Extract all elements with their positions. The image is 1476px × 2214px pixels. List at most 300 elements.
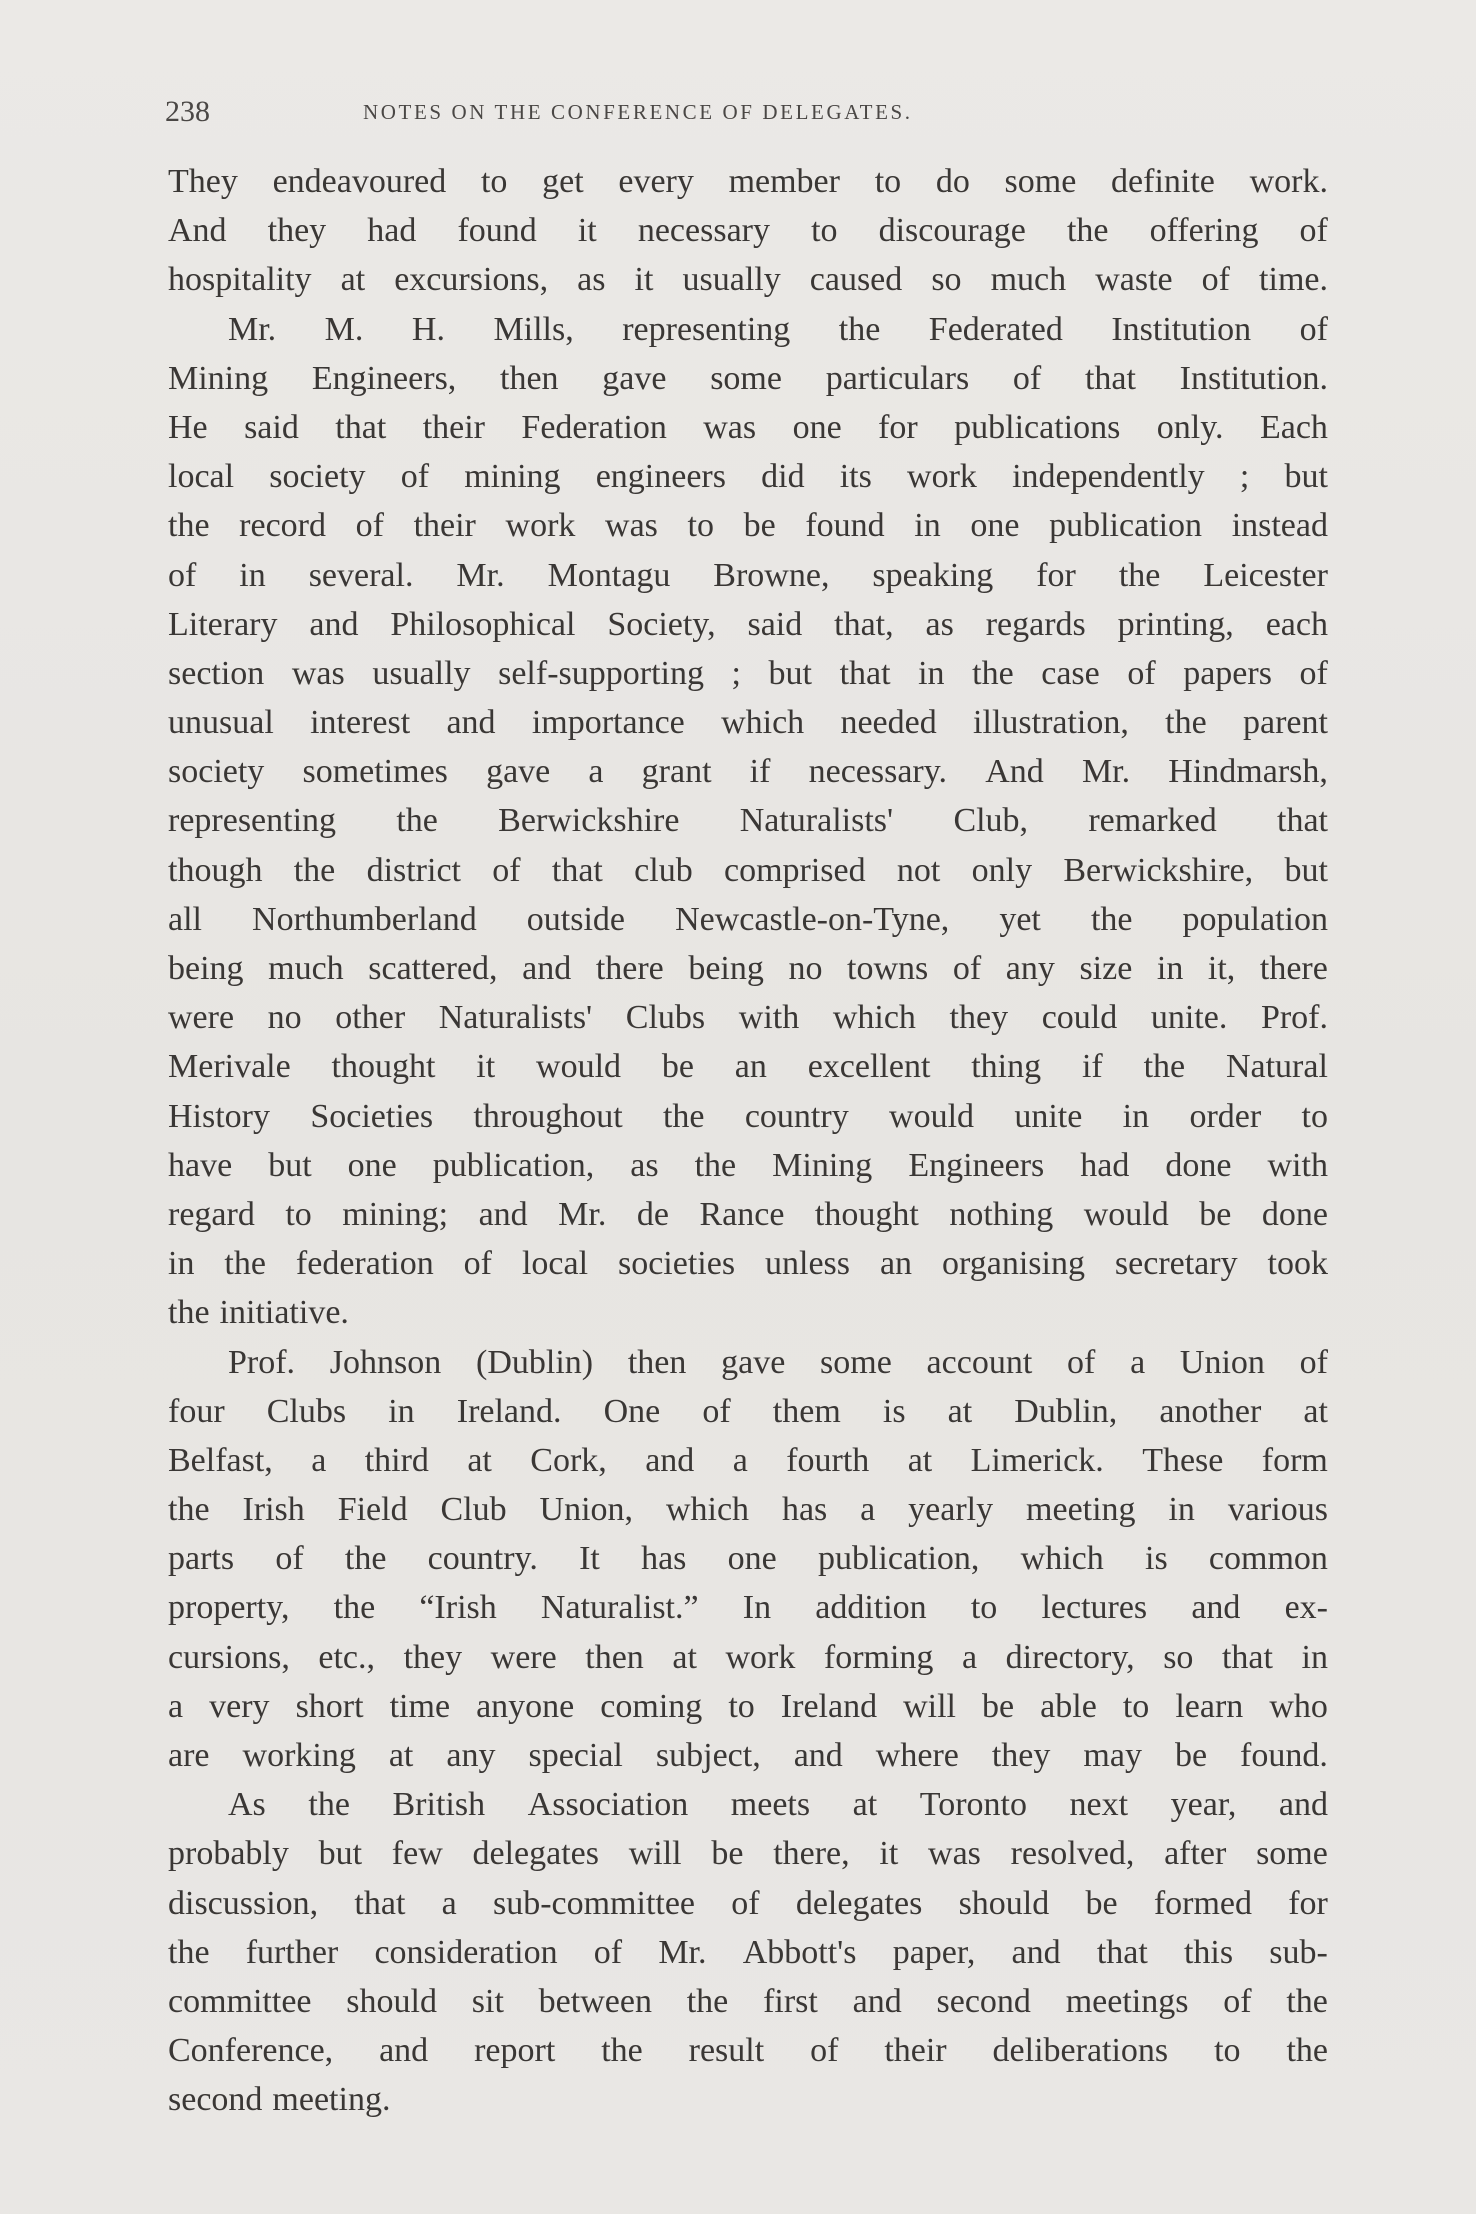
word: for <box>878 408 918 446</box>
word: there <box>1259 950 1328 987</box>
word: at <box>388 1737 414 1774</box>
word: Clubs <box>625 999 706 1037</box>
word: caused <box>809 261 903 299</box>
word: that <box>551 851 603 889</box>
word: the <box>308 1786 350 1824</box>
word: In <box>742 1589 772 1627</box>
word: only <box>971 851 1033 889</box>
word: it <box>476 1048 496 1086</box>
word: to <box>811 212 838 250</box>
word: Federation <box>521 408 667 446</box>
word: but <box>318 1835 363 1873</box>
word: with <box>738 999 800 1037</box>
word: meets <box>730 1786 811 1824</box>
word: to <box>874 163 902 200</box>
word: report <box>474 2032 556 2070</box>
word: British <box>392 1786 486 1824</box>
text-line <box>168 403 1328 452</box>
word: no <box>267 999 302 1037</box>
word: third <box>364 1441 429 1479</box>
word: illustration, <box>973 704 1129 742</box>
word: much <box>990 261 1067 299</box>
word: account <box>926 1343 1033 1381</box>
word: hospitality <box>168 261 312 299</box>
word: learn <box>1175 1687 1244 1725</box>
word: Literary <box>168 605 278 643</box>
word: each <box>1265 605 1328 643</box>
word: short <box>295 1687 364 1725</box>
word: formed <box>1153 1884 1252 1922</box>
word: further <box>245 1933 339 1971</box>
word: district <box>366 851 461 889</box>
word: in <box>1156 950 1184 987</box>
text-line <box>168 1977 1328 2026</box>
word: the <box>168 1933 210 1971</box>
word: Federated <box>928 310 1063 348</box>
word: result <box>688 2032 765 2070</box>
word: Ireland <box>780 1687 878 1725</box>
text-line <box>168 1534 1328 1583</box>
word: local <box>521 1245 589 1283</box>
word: M. <box>324 310 364 348</box>
word: Clubs <box>266 1392 347 1430</box>
word: was <box>291 654 345 692</box>
word: Conference, <box>168 2032 334 2070</box>
word: the <box>168 507 210 545</box>
word: a <box>961 1638 978 1676</box>
word: then <box>585 1638 644 1676</box>
word: be <box>743 507 776 545</box>
word: they <box>991 1737 1051 1774</box>
word: and <box>852 1982 902 2020</box>
word: they <box>267 212 327 250</box>
word: few <box>391 1835 443 1873</box>
word: lectures <box>1041 1589 1148 1627</box>
word: Club, <box>953 802 1029 840</box>
word: the <box>686 1982 729 2020</box>
word: Institution <box>1111 310 1252 348</box>
word: Societies <box>310 1097 434 1135</box>
word: their <box>884 2032 947 2070</box>
word: papers <box>1183 654 1272 692</box>
word: some <box>820 1343 892 1381</box>
word: interest <box>310 704 411 742</box>
word: of <box>1201 261 1230 299</box>
word: sub- <box>1269 1933 1328 1971</box>
text-line <box>168 1436 1328 1485</box>
word: the <box>1286 1982 1328 2020</box>
word: and <box>309 605 359 643</box>
word: they <box>949 999 1009 1037</box>
word: which <box>832 999 916 1037</box>
word: probably <box>168 1835 289 1873</box>
word: have <box>168 1146 233 1184</box>
word: unite. <box>1150 999 1228 1037</box>
word: Union <box>1179 1343 1265 1381</box>
word: were <box>168 999 235 1037</box>
word: that <box>1277 802 1328 840</box>
word: local <box>168 458 235 496</box>
text-line <box>168 846 1328 895</box>
word: a <box>441 1884 457 1922</box>
word: Engineers, <box>311 359 457 397</box>
word: They <box>168 163 238 200</box>
word: secretary <box>1114 1245 1238 1283</box>
word: their <box>413 507 476 545</box>
word: a <box>1130 1343 1146 1381</box>
word: but <box>268 1146 312 1184</box>
text-line <box>168 305 1328 354</box>
word: the <box>1165 704 1207 742</box>
word: the <box>838 310 881 348</box>
text-line <box>168 1879 1328 1928</box>
word: “Irish <box>419 1589 497 1627</box>
text-line <box>168 895 1328 944</box>
text-line <box>168 1633 1328 1682</box>
word: meeting. <box>272 2081 391 2119</box>
word: Berwickshire <box>498 802 680 840</box>
word: of <box>1127 654 1156 692</box>
word: Philosophical <box>390 605 576 643</box>
word: Belfast, <box>168 1441 273 1479</box>
word: usually <box>682 261 781 299</box>
word: it <box>577 212 597 250</box>
word: in <box>388 1392 415 1430</box>
word: there <box>595 950 664 987</box>
word: deliberations <box>992 2032 1169 2070</box>
word: societies <box>617 1245 736 1283</box>
word: though <box>168 851 263 889</box>
word: at <box>672 1638 697 1676</box>
text-line <box>168 1190 1328 1239</box>
word: to <box>480 163 508 200</box>
word: if <box>1081 1048 1103 1086</box>
word: would <box>1083 1195 1169 1233</box>
word: speaking <box>872 556 994 594</box>
word: order <box>1189 1097 1262 1135</box>
word: to <box>970 1589 998 1627</box>
word: any <box>1005 950 1055 987</box>
word: He <box>168 408 208 446</box>
word: and <box>379 2032 429 2070</box>
word: at <box>1303 1392 1328 1430</box>
word: work <box>725 1638 796 1676</box>
word: at <box>852 1786 878 1824</box>
word: parent <box>1243 704 1328 742</box>
word: meetings <box>1065 1982 1189 2020</box>
word: four <box>168 1392 225 1430</box>
word: various <box>1227 1491 1328 1529</box>
word: sub-committee <box>492 1884 696 1922</box>
word: be <box>1199 1195 1232 1233</box>
word: As <box>228 1786 266 1824</box>
word: of <box>168 556 197 594</box>
word: which <box>1020 1540 1104 1578</box>
word: was <box>605 507 658 545</box>
word: federation <box>295 1245 434 1283</box>
word: any <box>446 1737 496 1774</box>
word: It <box>579 1540 600 1578</box>
word: some <box>1004 163 1077 200</box>
word: that, <box>834 605 894 643</box>
word: has <box>641 1540 687 1578</box>
word: consideration <box>374 1933 558 1971</box>
word: Institution. <box>1179 359 1328 397</box>
word: representing <box>622 310 791 348</box>
word: a <box>311 1441 327 1479</box>
word: and <box>645 1441 695 1479</box>
word: cursions, <box>168 1638 290 1676</box>
word: ; <box>1239 458 1250 496</box>
word: Mr. <box>1081 753 1131 791</box>
word: thing <box>971 1048 1042 1086</box>
word: in <box>1301 1638 1328 1676</box>
word: one <box>727 1540 777 1578</box>
word: country <box>744 1097 849 1135</box>
word: to <box>1301 1097 1328 1135</box>
word: necessary. <box>808 753 948 791</box>
word: publication, <box>432 1146 595 1184</box>
word: in <box>1122 1097 1150 1135</box>
word: mining; <box>342 1195 449 1233</box>
word: in <box>1168 1491 1195 1529</box>
word: Society, <box>607 605 716 643</box>
word: that <box>839 654 891 692</box>
word: no <box>788 950 823 987</box>
word: instead <box>1231 507 1328 545</box>
paragraph <box>168 305 1328 1338</box>
word: And <box>168 212 227 250</box>
text-line <box>168 649 1328 698</box>
paragraph <box>168 157 1328 305</box>
word: get <box>542 163 584 200</box>
word: the <box>662 1097 705 1135</box>
word: would <box>536 1048 622 1086</box>
text-line <box>168 501 1328 550</box>
word: definite <box>1111 163 1215 200</box>
word: engineers <box>595 458 726 496</box>
word: of <box>463 1245 492 1283</box>
word: form <box>1261 1441 1328 1479</box>
word: comprised <box>723 851 866 889</box>
word: the <box>168 1294 210 1332</box>
word: done <box>1165 1146 1232 1184</box>
word: that <box>354 1884 406 1922</box>
word: Naturalist.” <box>540 1589 699 1627</box>
word: delegates <box>472 1835 599 1873</box>
word: member <box>728 163 840 200</box>
word: Mr. <box>558 1195 607 1233</box>
word: discourage <box>878 212 1026 250</box>
word: work <box>907 458 977 496</box>
word: throughout <box>473 1097 623 1135</box>
word: yearly <box>908 1491 994 1529</box>
word: of <box>1299 212 1328 250</box>
text-line <box>168 1731 1328 1780</box>
word: Hindmarsh, <box>1168 753 1328 791</box>
word: ; <box>731 654 741 692</box>
text-line <box>168 1682 1328 1731</box>
word: will <box>903 1687 957 1725</box>
word: should <box>346 1982 437 2020</box>
word: but <box>768 654 812 692</box>
word: the <box>972 654 1014 692</box>
word: society <box>168 753 265 791</box>
text-line <box>168 255 1328 304</box>
word: work. <box>1249 163 1328 200</box>
word: Toronto <box>919 1786 1027 1824</box>
word: in <box>914 507 941 545</box>
word: them <box>772 1392 841 1430</box>
word: who <box>1269 1687 1328 1725</box>
word: unusual <box>168 704 274 742</box>
word: Newcastle-on-Tyne, <box>675 900 950 938</box>
word: outside <box>526 900 626 938</box>
word: of <box>355 507 384 545</box>
word: to <box>1214 2032 1241 2070</box>
word: which <box>665 1491 750 1529</box>
word: be <box>711 1835 744 1873</box>
word: Union, <box>539 1491 634 1529</box>
word: which <box>721 704 805 742</box>
word: Each <box>1259 408 1328 446</box>
text-line <box>168 944 1328 993</box>
word: the <box>333 1589 376 1627</box>
word: One <box>603 1392 661 1430</box>
text-line <box>168 993 1328 1042</box>
word: had <box>367 212 417 250</box>
word: not <box>896 851 941 889</box>
word: thought <box>814 1195 919 1233</box>
word: a <box>588 753 604 791</box>
text-line <box>168 1928 1328 1977</box>
text-line <box>168 1141 1328 1190</box>
word: with <box>1267 1146 1328 1184</box>
word: Engineers <box>908 1146 1045 1184</box>
word: and <box>1191 1589 1241 1627</box>
word: of <box>731 1884 760 1922</box>
text-line <box>168 206 1328 255</box>
word: directory, <box>1005 1638 1135 1676</box>
word: endeavoured <box>272 163 447 200</box>
word: be <box>661 1048 694 1086</box>
word: importance <box>531 704 685 742</box>
word: parts <box>168 1540 235 1578</box>
word: of <box>275 1540 304 1578</box>
word: History <box>168 1097 270 1135</box>
text-line <box>168 698 1328 747</box>
word: resolved, <box>1010 1835 1135 1873</box>
word: being <box>168 950 244 987</box>
word: And <box>985 753 1044 791</box>
word: and <box>446 704 496 742</box>
word: and <box>522 950 572 987</box>
word: Cork, <box>530 1441 607 1479</box>
word: second <box>936 1982 1031 2020</box>
word: needed <box>840 704 937 742</box>
text-line <box>168 157 1328 206</box>
text-line <box>168 2075 1328 2124</box>
word: able <box>1040 1687 1097 1725</box>
word: one <box>792 408 842 446</box>
text-line <box>168 600 1328 649</box>
word: had <box>1080 1146 1130 1184</box>
word: and <box>1011 1933 1061 1971</box>
word: publication, <box>817 1540 980 1578</box>
word: waste <box>1095 261 1173 299</box>
word: Association <box>527 1786 689 1824</box>
word: then <box>627 1343 687 1381</box>
word: very <box>209 1687 270 1725</box>
word: Club <box>440 1491 507 1529</box>
word: sometimes <box>302 753 448 791</box>
word: Montagu <box>547 556 671 594</box>
word: for <box>1036 556 1076 594</box>
text-line <box>168 1239 1328 1288</box>
word: so <box>931 261 962 299</box>
word: of <box>492 851 521 889</box>
word: took <box>1267 1245 1328 1283</box>
word: first <box>763 1982 818 2020</box>
word: time <box>389 1687 451 1725</box>
word: sit <box>471 1982 504 2020</box>
word: of <box>1299 654 1328 692</box>
text-line <box>168 747 1328 796</box>
word: of <box>1012 359 1042 397</box>
word: being <box>688 950 764 987</box>
text-line <box>168 354 1328 403</box>
word: the <box>694 1146 737 1184</box>
word: that <box>335 408 387 446</box>
word: be <box>982 1687 1015 1725</box>
word: said <box>244 408 299 446</box>
word: towns <box>847 950 929 987</box>
word: Irish <box>242 1491 305 1529</box>
text-line <box>168 2026 1328 2075</box>
word: population <box>1182 900 1328 938</box>
word: the <box>344 1540 387 1578</box>
word: a <box>732 1441 748 1479</box>
text-line <box>168 1338 1328 1387</box>
word: is <box>882 1392 906 1430</box>
word: of <box>1067 1343 1096 1381</box>
word: is <box>1145 1540 1168 1578</box>
word: an <box>879 1245 913 1283</box>
word: the <box>396 802 438 840</box>
word: independently <box>1012 458 1205 496</box>
word: in <box>239 556 266 594</box>
word: Prof. <box>1260 999 1328 1037</box>
word: of <box>810 2032 839 2070</box>
word: size <box>1079 950 1133 987</box>
word: of <box>702 1392 731 1430</box>
word: some <box>710 359 782 397</box>
word: and <box>478 1195 528 1233</box>
word: be <box>1174 1737 1208 1774</box>
word: grant <box>641 753 712 791</box>
word: the <box>224 1245 266 1283</box>
word: nothing <box>949 1195 1054 1233</box>
word: club <box>634 851 693 889</box>
word: de <box>636 1195 669 1233</box>
word: publication <box>1049 507 1203 545</box>
word: of <box>1299 1343 1328 1381</box>
word: etc., <box>318 1638 376 1676</box>
word: Mr. <box>658 1933 707 1971</box>
word: regard <box>168 1195 255 1233</box>
word: common <box>1208 1540 1328 1578</box>
word: remarked <box>1088 802 1217 840</box>
